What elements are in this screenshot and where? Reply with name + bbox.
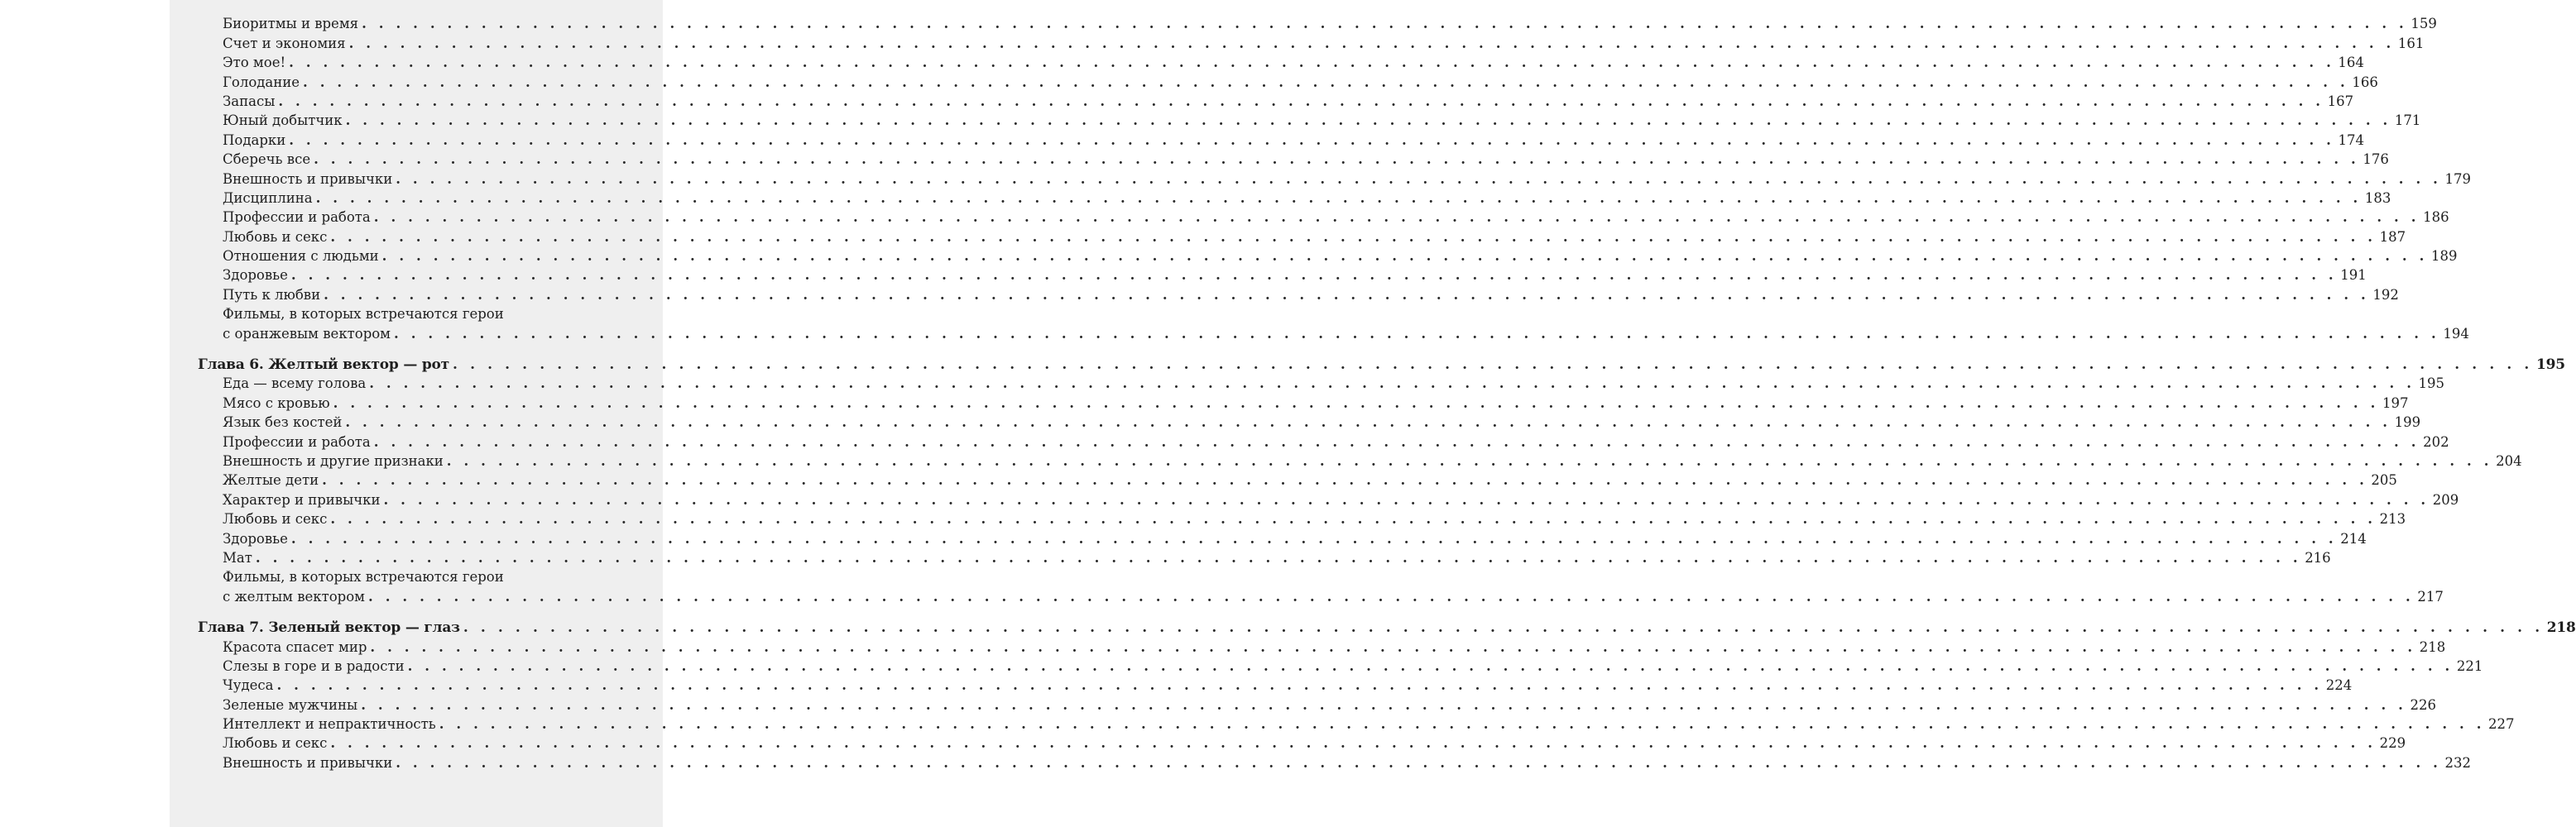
toc-entry-page-number: 199 <box>2394 414 2421 431</box>
toc-entry-page-number: 191 <box>2340 267 2367 284</box>
toc-entry-page-number: 179 <box>2444 170 2472 187</box>
toc-entry <box>198 265 2367 284</box>
toc-entry <box>198 392 2409 411</box>
dot-leader: . . . . . . . . . . . . . . . . . . . . . . . . . . . . . . . . . . . . . . . . . . . . . . . . . . . . . . . . . . . . . . . . . . . . . . . . . . . . . . . . . . . . . . . . . . . . . . . . . . . . . . . . . . . . . . . . . . . . . . . . <box>255 549 2302 566</box>
toc-entry-page-number: 224 <box>2325 677 2353 694</box>
dot-leader: . . . . . . . . . . . . . . . . . . . . . . . . . . . . . . . . . . . . . . . . . . . . . . . . . . . . . . . . . . . . . . . . . . . . . . . . . . . . . . . . . . . . . . . . . . . . . . . . . . . . . . . . . . . . . . . . . . . . . . . . <box>345 414 2391 431</box>
toc-entry-title: Зеленые мужчины <box>223 696 358 713</box>
toc-entry <box>198 636 2446 655</box>
toc-entry-title: Отношения с людьми <box>223 248 379 265</box>
dot-leader: . . . . . . . . . . . . . . . . . . . . . . . . . . . . . . . . . . . . . . . . . . . . . . . . . . . . . . . . . . . . . . . . . . . . . . . . . . . . . . . . . . . . . . . . . . . . . . . . . . . . . . . . . . . . . . . . . . . . . . . . <box>407 657 2454 674</box>
toc-entry <box>198 566 646 586</box>
toc-entry-title: Фильмы, в которых встречаются герои <box>223 569 504 586</box>
toc-entry-title: Еда — всему голова <box>223 375 367 392</box>
dot-leader: . . . . . . . . . . . . . . . . . . . . . . . . . . . . . . . . . . . . . . . . . . . . . . . . . . . . . . . . . . . . . . . . . . . . . . . . . . . . . . . . . . . . . . . . . . . . . . . . . . . . . . . . . . . . . . . . . . . . . . . . <box>463 619 2544 637</box>
dot-leader: . . . . . . . . . . . . . . . . . . . . . . . . . . . . . . . . . . . . . . . . . . . . . . . . . . . . . . . . . . . . . . . . . . . . . . . . . . . . . . . . . . . . . . . . . . . . . . . . . . . . . . . . . . . . . . . . . . . . . . . . <box>394 325 2440 342</box>
toc-entry-title: Глава 7. Зеленый вектор — глаз <box>198 619 460 637</box>
dot-leader: . . . . . . . . . . . . . . . . . . . . . . . . . . . . . . . . . . . . . . . . . . . . . . . . . . . . . . . . . . . . . . . . . . . . . . . . . . . . . . . . . . . . . . . . . . . . . . . . . . . . . . . . . . . . . . . . . . . . . . . . <box>370 638 2416 655</box>
dot-leader: . . . . . . . . . . . . . . . . . . . . . . . . . . . . . . . . . . . . . . . . . . . . . . . . . . . . . . . . . . . . . . . . . . . . . . . . . . . . . . . . . . . . . . . . . . . . . . . . . . . . . . . . . . . . . . . . . . . . . . . . <box>348 35 2395 51</box>
toc-entry-title: с желтым вектором <box>223 588 366 605</box>
toc-entry-page-number: 171 <box>2394 112 2421 129</box>
toc-entry-title: Профессии и работа <box>223 209 371 226</box>
toc-entry-title: Характер и привычки <box>223 491 381 508</box>
toc-entry-title: Красота спасет мир <box>223 638 367 655</box>
toc-entry-title: Подарки <box>223 131 286 148</box>
dot-leader: . . . . . . . . . . . . . . . . . . . . . . . . . . . . . . . . . . . . . . . . . . . . . . . . . . . . . . . . . . . . . . . . . . . . . . . . . . . . . . . . . . . . . . . . . . . . . . . . . . . . . . . . . . . . . . . . . . . . . . . . <box>368 588 2415 605</box>
toc-entry-page-number: 189 <box>2430 248 2458 265</box>
toc-entry-page-number: 221 <box>2456 657 2483 674</box>
toc-entry <box>198 149 2389 168</box>
toc-entry-title: Мясо с кровью <box>223 394 330 411</box>
dot-leader: . . . . . . . . . . . . . . . . . . . . . . . . . . . . . . . . . . . . . . . . . . . . . . . . . . . . . . . . . . . . . . . . . . . . . . . . . . . . . . . . . . . . . . . . . . . . . . . . . . . . . . . . . . . . . . . . . . . . . . . . <box>396 754 2442 771</box>
toc-entry-title: Внешность и привычки <box>223 170 393 187</box>
toc-entry-title: Это мое! <box>223 55 286 71</box>
toc-entry <box>198 714 2515 733</box>
dot-leader: . . . . . . . . . . . . . . . . . . . . . . . . . . . . . . . . . . . . . . . . . . . . . . . . . . . . . . . . . . . . . . . . . . . . . . . . . . . . . . . . . . . . . . . . . . . . . . . . . . . . . . . . . . . . . . . . . . . . . . . . <box>396 170 2442 187</box>
dot-leader: . . . . . . . . . . . . . . . . . . . . . . . . . . . . . . . . . . . . . . . . . . . . . . . . . . . . . . . . . . . . . . . . . . . . . . . . . . . . . . . . . . . . . . . . . . . . . . . . . . . . . . . . . . . . . . . . . . . . . . . . <box>362 16 2408 32</box>
toc-entry-page-number: 202 <box>2423 433 2449 450</box>
toc-entry <box>198 207 2449 226</box>
toc-entry-title: Фильмы, в которых встречаются герои <box>223 306 504 323</box>
toc-entry-page-number: 213 <box>2379 511 2406 528</box>
toc-entry <box>198 246 2458 265</box>
toc-chapter-heading <box>198 617 2576 637</box>
toc-entry <box>198 431 2449 450</box>
toc-entry <box>198 13 2437 32</box>
book-page <box>170 0 2576 827</box>
toc-entry <box>198 547 2331 566</box>
toc-entry-title: Путь к любви <box>223 286 321 303</box>
toc-entry <box>198 694 2436 713</box>
toc-entry-page-number: 214 <box>2340 530 2367 547</box>
toc-entry <box>198 129 2365 148</box>
toc-entry <box>198 752 2472 771</box>
dot-leader: . . . . . . . . . . . . . . . . . . . . . . . . . . . . . . . . . . . . . . . . . . . . . . . . . . . . . . . . . . . . . . . . . . . . . . . . . . . . . . . . . . . . . . . . . . . . . . . . . . . . . . . . . . . . . . . . . . . . . . . . <box>290 267 2338 284</box>
toc-entry-page-number: 226 <box>2410 696 2436 713</box>
toc-entry-page-number: 229 <box>2379 735 2406 752</box>
toc-entry-title: Здоровье <box>223 530 288 547</box>
toc-entry <box>198 188 2391 207</box>
toc-entry-page-number: 195 <box>2535 356 2565 374</box>
toc-entry <box>198 71 2378 90</box>
dot-leader: . . . . . . . . . . . . . . . . . . . . . . . . . . . . . . . . . . . . . . . . . . . . . . . . . . . . . . . . . . . . . . . . . . . . . . . . . . . . . . . . . . . . . . . . . . . . . . . . . . . . . . . . . . . . . . . . . . . . . . . . <box>453 356 2533 374</box>
toc-entry <box>198 470 2397 489</box>
dot-leader: . . . . . . . . . . . . . . . . . . . . . . . . . . . . . . . . . . . . . . . . . . . . . . . . . . . . . . . . . . . . . . . . . . . . . . . . . . . . . . . . . . . . . . . . . . . . . . . . . . . . . . . . . . . . . . . . . . . . . . . . <box>345 112 2391 129</box>
toc-entry-title: Язык без костей <box>223 414 343 431</box>
table-of-contents <box>198 13 2576 772</box>
toc-chapter-heading <box>198 354 2565 374</box>
toc-entry-title: Любовь и секс <box>223 735 328 752</box>
toc-entry-title: Голодание <box>223 74 300 90</box>
toc-entry-page-number: 187 <box>2379 228 2406 245</box>
toc-entry-page-number: 227 <box>2488 716 2515 733</box>
dot-leader: . . . . . . . . . . . . . . . . . . . . . . . . . . . . . . . . . . . . . . . . . . . . . . . . . . . . . . . . . . . . . . . . . . . . . . . . . . . . . . . . . . . . . . . . . . . . . . . . . . . . . . . . . . . . . . . . . . . . . . . . <box>330 228 2377 245</box>
toc-entry <box>198 489 2459 508</box>
toc-entry-page-number: 167 <box>2327 93 2354 109</box>
toc-entry-title: Глава 6. Желтый вектор — рот <box>198 356 450 374</box>
dot-leader: . . . . . . . . . . . . . . . . . . . . . . . . . . . . . . . . . . . . . . . . . . . . . . . . . . . . . . . . . . . . . . . . . . . . . . . . . . . . . . . . . . . . . . . . . . . . . . . . . . . . . . . . . . . . . . . . . . . . . . . . <box>446 452 2493 469</box>
toc-entry-title: Сберечь все <box>223 151 311 168</box>
dot-leader: . . . . . . . . . . . . . . . . . . . . . . . . . . . . . . . . . . . . . . . . . . . . . . . . . . . . . . . . . . . . . . . . . . . . . . . . . . . . . . . . . . . . . . . . . . . . . . . . . . . . . . . . . . . . . . . . . . . . . . . . <box>290 530 2338 547</box>
dot-leader: . . . . . . . . . . . . . . . . . . . . . . . . . . . . . . . . . . . . . . . . . . . . . . . . . . . . . . . . . . . . . . . . . . . . . . . . . . . . . . . . . . . . . . . . . . . . . . . . . . . . . . . . . . . . . . . . . . . . . . . . <box>383 491 2430 508</box>
toc-entry-page-number: 186 <box>2423 209 2449 226</box>
toc-entry-page-number: 217 <box>2417 588 2444 605</box>
toc-entry-page-number: 218 <box>2546 619 2576 637</box>
toc-entry-page-number: 161 <box>2397 35 2425 51</box>
dot-leader: . . . . . . . . . . . . . . . . . . . . . . . . . . . . . . . . . . . . . . . . . . . . . . . . . . . . . . . . . . . . . . . . . . . . . . . . . . . . . . . . . . . . . . . . . . . . . . . . . . . . . . . . . . . . . . . . . . . . . . . . <box>289 131 2335 148</box>
toc-entry <box>198 168 2472 187</box>
dot-leader: . . . . . . . . . . . . . . . . . . . . . . . . . . . . . . . . . . . . . . . . . . . . . . . . . . . . . . . . . . . . . . . . . . . . . . . . . . . . . . . . . . . . . . . . . . . . . . . . . . . . . . . . . . . . . . . . . . . . . . . . <box>330 511 2377 528</box>
toc-entry <box>198 284 2399 303</box>
toc-entry-page-number: 195 <box>2418 375 2445 392</box>
dot-leader: . . . . . . . . . . . . . . . . . . . . . . . . . . . . . . . . . . . . . . . . . . . . . . . . . . . . . . . . . . . . . . . . . . . . . . . . . . . . . . . . . . . . . . . . . . . . . . . . . . . . . . . . . . . . . . . . . . . . . . . . <box>289 55 2335 71</box>
toc-entry <box>198 656 2483 675</box>
toc-entry-page-number: 159 <box>2411 16 2437 32</box>
toc-entry-title: Профессии и работа <box>223 433 371 450</box>
toc-entry <box>198 91 2354 110</box>
dot-leader: . . . . . . . . . . . . . . . . . . . . . . . . . . . . . . . . . . . . . . . . . . . . . . . . . . . . . . . . . . . . . . . . . . . . . . . . . . . . . . . . . . . . . . . . . . . . . . . . . . . . . . . . . . . . . . . . . . . . . . . . <box>314 151 2360 168</box>
toc-entry-page-number: 218 <box>2419 638 2446 655</box>
toc-entry-page-number: 174 <box>2338 131 2365 148</box>
toc-entry <box>198 528 2367 547</box>
toc-entry-page-number: 166 <box>2352 74 2378 90</box>
dot-leader: . . . . . . . . . . . . . . . . . . . . . . . . . . . . . . . . . . . . . . . . . . . . . . . . . . . . . . . . . . . . . . . . . . . . . . . . . . . . . . . . . . . . . . . . . . . . . . . . . . . . . . . . . . . . . . . . . . . . . . . . <box>330 735 2377 752</box>
toc-entry-title: Чудеса <box>223 677 274 694</box>
dot-leader: . . . . . . . . . . . . . . . . . . . . . . . . . . . . . . . . . . . . . . . . . . . . . . . . . . . . . . . . . . . . . . . . . . . . . . . . . . . . . . . . . . . . . . . . . . . . . . . . . . . . . . . . . . . . . . . . . . . . . . . . <box>303 74 2349 90</box>
toc-entry-page-number: 176 <box>2363 151 2389 168</box>
toc-entry <box>198 323 2469 342</box>
toc-entry <box>198 412 2421 431</box>
toc-entry-page-number: 197 <box>2382 394 2409 411</box>
toc-entry-page-number: 192 <box>2372 286 2399 303</box>
dot-leader: . . . . . . . . . . . . . . . . . . . . . . . . . . . . . . . . . . . . . . . . . . . . . . . . . . . . . . . . . . . . . . . . . . . . . . . . . . . . . . . . . . . . . . . . . . . . . . . . . . . . . . . . . . . . . . . . . . . . . . . . <box>315 189 2362 206</box>
toc-entry-title: Дисциплина <box>223 189 313 206</box>
dot-leader: . . . . . . . . . . . . . . . . . . . . . . . . . . . . . . . . . . . . . . . . . . . . . . . . . . . . . . . . . . . . . . . . . . . . . . . . . . . . . . . . . . . . . . . . . . . . . . . . . . . . . . . . . . . . . . . . . . . . . . . . <box>373 209 2420 226</box>
toc-entry <box>198 304 646 323</box>
dot-leader: . . . . . . . . . . . . . . . . . . . . . . . . . . . . . . . . . . . . . . . . . . . . . . . . . . . . . . . . . . . . . . . . . . . . . . . . . . . . . . . . . . . . . . . . . . . . . . . . . . . . . . . . . . . . . . . . . . . . . . . . <box>324 286 2370 303</box>
toc-entry <box>198 586 2444 605</box>
dot-leader: . . . . . . . . . . . . . . . . . . . . . . . . . . . . . . . . . . . . . . . . . . . . . . . . . . . . . . . . . . . . . . . . . . . . . . . . . . . . . . . . . . . . . . . . . . . . . . . . . . . . . . . . . . . . . . . . . . . . . . . . <box>276 677 2323 694</box>
toc-entry <box>198 32 2425 51</box>
dot-leader: . . . . . . . . . . . . . . . . . . . . . . . . . . . . . . . . . . . . . . . . . . . . . . . . . . . . . . . . . . . . . . . . . . . . . . . . . . . . . . . . . . . . . . . . . . . . . . . . . . . . . . . . . . . . . . . . . . . . . . . . <box>369 375 2415 392</box>
toc-entry <box>198 675 2353 694</box>
toc-entry-title: Биоритмы и время <box>223 16 359 32</box>
toc-entry <box>198 509 2406 528</box>
toc-entry <box>198 110 2421 129</box>
toc-entry-title: Счет и экономия <box>223 35 346 51</box>
toc-entry-page-number: 232 <box>2444 754 2472 771</box>
dot-leader: . . . . . . . . . . . . . . . . . . . . . . . . . . . . . . . . . . . . . . . . . . . . . . . . . . . . . . . . . . . . . . . . . . . . . . . . . . . . . . . . . . . . . . . . . . . . . . . . . . . . . . . . . . . . . . . . . . . . . . . . <box>381 248 2428 265</box>
toc-entry <box>198 451 2522 470</box>
toc-entry-page-number: 209 <box>2432 491 2459 508</box>
toc-entry-title: Любовь и секс <box>223 228 328 245</box>
toc-entry-page-number: 205 <box>2371 472 2397 489</box>
toc-entry-title: Внешность и привычки <box>223 754 393 771</box>
dot-leader: . . . . . . . . . . . . . . . . . . . . . . . . . . . . . . . . . . . . . . . . . . . . . . . . . . . . . . . . . . . . . . . . . . . . . . . . . . . . . . . . . . . . . . . . . . . . . . . . . . . . . . . . . . . . . . . . . . . . . . . . <box>373 433 2420 450</box>
toc-entry-page-number: 164 <box>2338 55 2364 71</box>
toc-entry-title: Желтые дети <box>223 472 319 489</box>
dot-leader: . . . . . . . . . . . . . . . . . . . . . . . . . . . . . . . . . . . . . . . . . . . . . . . . . . . . . . . . . . . . . . . . . . . . . . . . . . . . . . . . . . . . . . . . . . . . . . . . . . . . . . . . . . . . . . . . . . . . . . . . <box>278 93 2324 109</box>
toc-entry-title: с оранжевым вектором <box>223 325 391 342</box>
toc-entry <box>198 373 2445 392</box>
toc-entry <box>198 52 2364 71</box>
toc-entry-title: Юный добытчик <box>223 112 343 129</box>
dot-leader: . . . . . . . . . . . . . . . . . . . . . . . . . . . . . . . . . . . . . . . . . . . . . . . . . . . . . . . . . . . . . . . . . . . . . . . . . . . . . . . . . . . . . . . . . . . . . . . . . . . . . . . . . . . . . . . . . . . . . . . . <box>361 696 2407 713</box>
toc-entry-title: Интеллект и непрактичность <box>223 716 436 733</box>
toc-entry-title: Запасы <box>223 93 276 109</box>
toc-entry-page-number: 216 <box>2305 549 2331 566</box>
toc-entry-page-number: 204 <box>2496 452 2522 469</box>
dot-leader: . . . . . . . . . . . . . . . . . . . . . . . . . . . . . . . . . . . . . . . . . . . . . . . . . . . . . . . . . . . . . . . . . . . . . . . . . . . . . . . . . . . . . . . . . . . . . . . . . . . . . . . . . . . . . . . . . . . . . . . . <box>322 472 2368 489</box>
dot-leader: . . . . . . . . . . . . . . . . . . . . . . . . . . . . . . . . . . . . . . . . . . . . . . . . . . . . . . . . . . . . . . . . . . . . . . . . . . . . . . . . . . . . . . . . . . . . . . . . . . . . . . . . . . . . . . . . . . . . . . . . <box>439 716 2486 733</box>
toc-entry-page-number: 183 <box>2364 189 2391 206</box>
dot-leader: . . . . . . . . . . . . . . . . . . . . . . . . . . . . . . . . . . . . . . . . . . . . . . . . . . . . . . . . . . . . . . . . . . . . . . . . . . . . . . . . . . . . . . . . . . . . . . . . . . . . . . . . . . . . . . . . . . . . . . . . <box>333 394 2379 411</box>
toc-entry-page-number: 194 <box>2443 325 2469 342</box>
toc-entry-title: Любовь и секс <box>223 511 328 528</box>
toc-entry-title: Внешность и другие признаки <box>223 452 444 469</box>
toc-entry-title: Слезы в горе и в радости <box>223 657 405 674</box>
toc-entry <box>198 226 2406 245</box>
toc-entry-title: Здоровье <box>223 267 288 284</box>
toc-entry <box>198 733 2406 752</box>
toc-entry-title: Мат <box>223 549 252 566</box>
